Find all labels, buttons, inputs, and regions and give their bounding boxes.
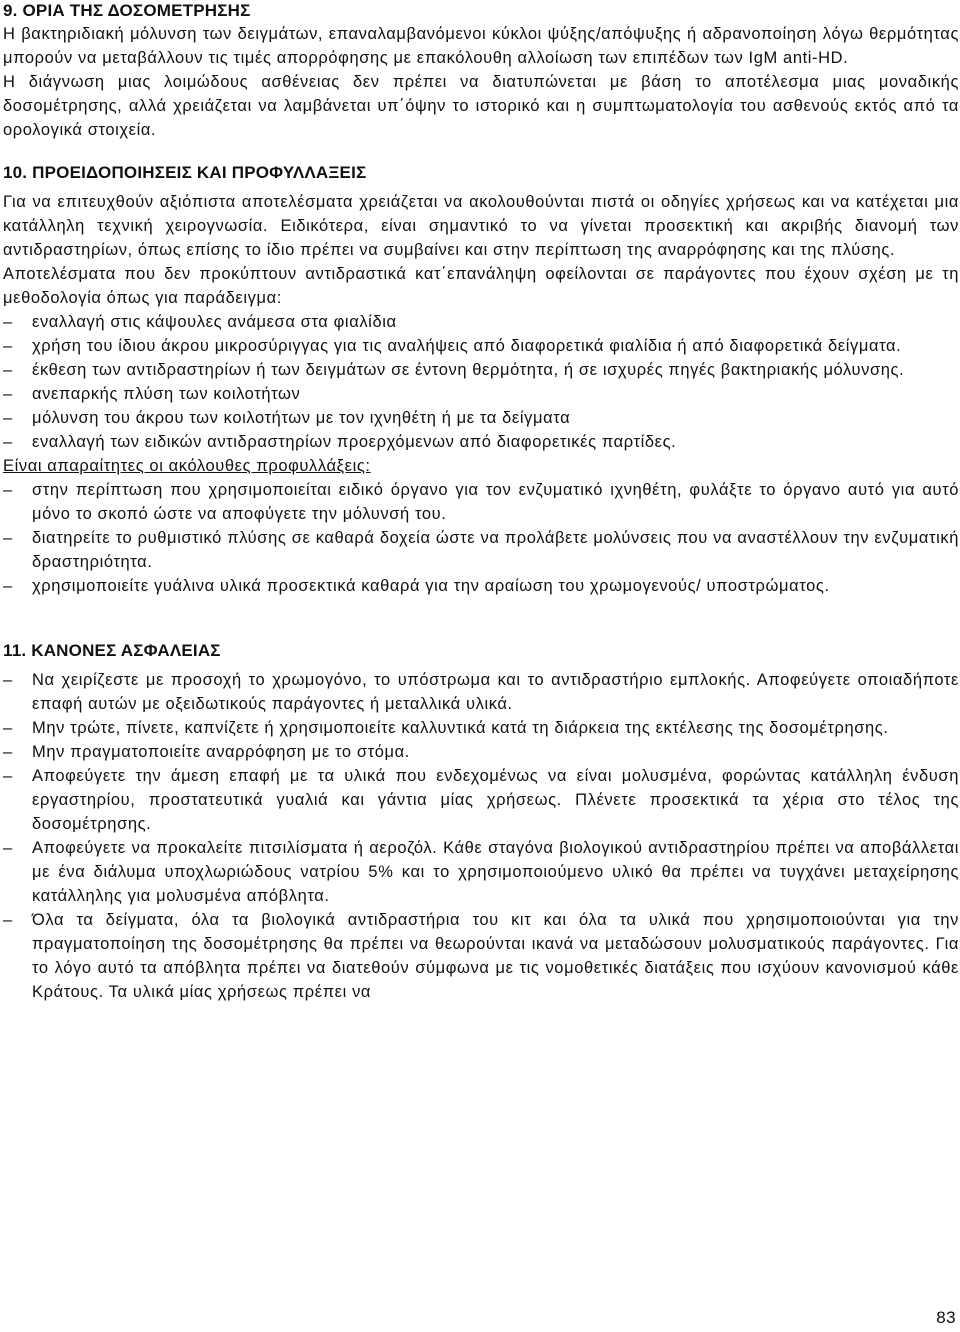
list-item: – Όλα τα δείγματα, όλα τα βιολογικά αντιδραστήρια του κιτ και όλα τα υλικά που χρησιμοποιούνται για την πραγματοποίηση της δοσομέτρησης θα πρέπει να θεωρούνται ικανά να μεταδώσουν μολυσματικούς παράγοντες. Για το λόγο αυτό τα απόβλητα πρέπει να διατεθούν σύμφωνα με τις νομοθετικές διατάξεις που ισχύουν κανονισμού κάθε Κράτους. Τα υλικά μίας χρήσεως πρέπει να bbox=[3, 908, 959, 1004]
method-factors-list bbox=[3, 310, 959, 454]
dash-bullet: – bbox=[3, 743, 13, 761]
dash-bullet: – bbox=[3, 577, 13, 595]
dash-bullet: – bbox=[3, 911, 13, 929]
list-item: – εναλλαγή στις κάψουλες ανάμεσα στα φιαλίδια bbox=[3, 310, 959, 334]
list-item: – Αποφεύγετε να προκαλείτε πιτσιλίσματα ή αεροζόλ. Κάθε σταγόνα βιολογικού αντιδραστηρίου πρέπει να αποβάλλεται με ένα διάλυμα υποχλωριώδους νατρίου 5% και το χρησιμοποιούμενο υλικό θα πρέπει να τυγχάνει μεταχείρησης κατάλληλης για μολυσμένα απόβλητα. bbox=[3, 836, 959, 908]
list-item: – Μην τρώτε, πίνετε, καπνίζετε ή χρησιμοποιείτε καλλυντικά κατά τη διάρκεια της εκτέλεσης της δοσομέτρησης. bbox=[3, 716, 959, 740]
list-item: – εναλλαγή των ειδικών αντιδραστηρίων προερχόμενων από διαφορετικές παρτίδες. bbox=[3, 430, 959, 454]
precautions-lead-text: Είναι απαραίτητες οι ακόλουθες προφυλλάξεις: bbox=[3, 457, 371, 475]
list-item: – χρήση του ίδιου άκρου μικροσύριγγας για τις αναλήψεις από διαφορετικά φιαλίδια ή από διαφορετικά δείγματα. bbox=[3, 334, 959, 358]
section-10-paragraph-2: Αποτελέσματα που δεν προκύπτουν αντιδραστικά κατ΄επανάληψη οφείλονται σε παράγοντες που έχουν σχέση με τη μεθοδολογία όπως για παράδειγμα: bbox=[3, 265, 959, 307]
precautions-lead bbox=[3, 454, 959, 478]
section-9-paragraph-2: Η διάγνωση μιας λοιμώδους ασθένειας δεν πρέπει να διατυπώνεται με βάση το αποτέλεσμα μιας μοναδικής δοσομέτρησης, αλλά χρειάζεται να λαμβάνεται υπ΄όψην το ιστορικό και η συμπτωματολογία του ασθενούς εκτός από τα ορολογικά στοιχεία. bbox=[3, 73, 959, 139]
list-item: – μόλυνση του άκρου των κοιλοτήτων με τον ιχνηθέτη ή με τα δείγματα bbox=[3, 406, 959, 430]
dash-bullet: – bbox=[3, 409, 13, 427]
dash-bullet: – bbox=[3, 839, 13, 857]
dash-bullet: – bbox=[3, 529, 13, 547]
section-9-heading: 9. ΟΡΙΑ ΤΗΣ ΔΟΣΟΜΕΤΡΗΣΗΣ bbox=[3, 1, 251, 20]
list-item: – Να χειρίζεστε με προσοχή το χρωμογόνο, το υπόστρωμα και το αντιδραστήριο εμπλοκής. Αποφεύγετε οποιαδήποτε επαφή αυτών με οξειδωτικούς παράγοντες ή μεταλλικά υλικά. bbox=[3, 668, 959, 716]
dash-bullet: – bbox=[3, 433, 13, 451]
list-item: – Μην πραγματοποιείτε αναρρόφηση με το στόμα. bbox=[3, 740, 959, 764]
dash-bullet: – bbox=[3, 767, 13, 785]
list-item: – Αποφεύγετε την άμεση επαφή με τα υλικά που ενδεχομένως να είναι μολυσμένα, φορώντας κατάλληλη ένδυση εργαστηρίου, προστατευτικά γυαλιά και γάντια μίας χρήσεως. Πλένετε προσεκτικά τα χέρια στο τέλος της δοσομέτρησης. bbox=[3, 764, 959, 836]
list-item: – ανεπαρκής πλύση των κοιλοτήτων bbox=[3, 382, 959, 406]
spacer bbox=[3, 598, 959, 640]
precautions-list bbox=[3, 478, 959, 598]
section-9-paragraph-1: Η βακτηριδιακή μόλυνση των δειγμάτων, επαναλαμβανόμενοι κύκλοι ψύξης/απόψυξης ή αδρανοποίηση λόγω θερμότητας μπορούν να μεταβάλλουν τις τιμές απορρόφησης με επακόλουθη αλλοίωση των επιπέδων των IgM anti-HD. bbox=[3, 25, 959, 67]
dash-bullet: – bbox=[3, 385, 13, 403]
list-item: – έκθεση των αντιδραστηρίων ή των δειγμάτων σε έντονη θερμότητα, ή σε ισχυρές πηγές βακτηριακής μόλυνσης. bbox=[3, 358, 959, 382]
list-item: – διατηρείτε το ρυθμιστικό πλύσης σε καθαρά δοχεία ώστε να προλάβετε μολύνσεις που να αναστέλλουν την ενζυματική δραστηριότητα. bbox=[3, 526, 959, 574]
dash-bullet: – bbox=[3, 719, 13, 737]
section-11-heading: 11. ΚΑΝΟΝΕΣ ΑΣΦΑΛΕΙΑΣ bbox=[3, 641, 221, 660]
safety-rules-list bbox=[3, 668, 959, 1004]
dash-bullet: – bbox=[3, 481, 13, 499]
spacer bbox=[3, 142, 959, 162]
dash-bullet: – bbox=[3, 337, 13, 355]
list-item: – χρησιμοποιείτε γυάλινα υλικά προσεκτικά καθαρά για την αραίωση του χρωμογενούς/ υποστρώματος. bbox=[3, 574, 959, 598]
dash-bullet: – bbox=[3, 313, 13, 331]
dash-bullet: – bbox=[3, 671, 13, 689]
section-10-paragraph-1: Για να επιτευχθούν αξιόπιστα αποτελέσματα χρειάζεται να ακολουθούνται πιστά οι οδηγίες χρήσεως και να κατέχεται μια κατάλληλη τεχνική χειρογνωσία. Ειδικότερα, είναι σημαντικό το να γίνεται προσεκτική και ακριβής διανομή των αντιδραστηρίων, όπως επίσης το ίδιο πρέπει να συμβαίνει και στην περίπτωση της αναρρόφησης και της πλύσης. bbox=[3, 193, 959, 259]
page-number: 83 bbox=[936, 1308, 956, 1327]
dash-bullet: – bbox=[3, 361, 13, 379]
section-10-heading: 10. ΠΡΟΕΙΔΟΠΟΙΗΣΕΙΣ ΚΑΙ ΠΡΟΦΥΛΛΑΞΕΙΣ bbox=[3, 163, 367, 182]
list-item: – στην περίπτωση που χρησιμοποιείται ειδικό όργανο για τον ενζυματικό ιχνηθέτη, φυλάξτε το όργανο αυτό για αυτό μόνο το σκοπό ώστε να αποφύγετε την μόλυνσή του. bbox=[3, 478, 959, 526]
